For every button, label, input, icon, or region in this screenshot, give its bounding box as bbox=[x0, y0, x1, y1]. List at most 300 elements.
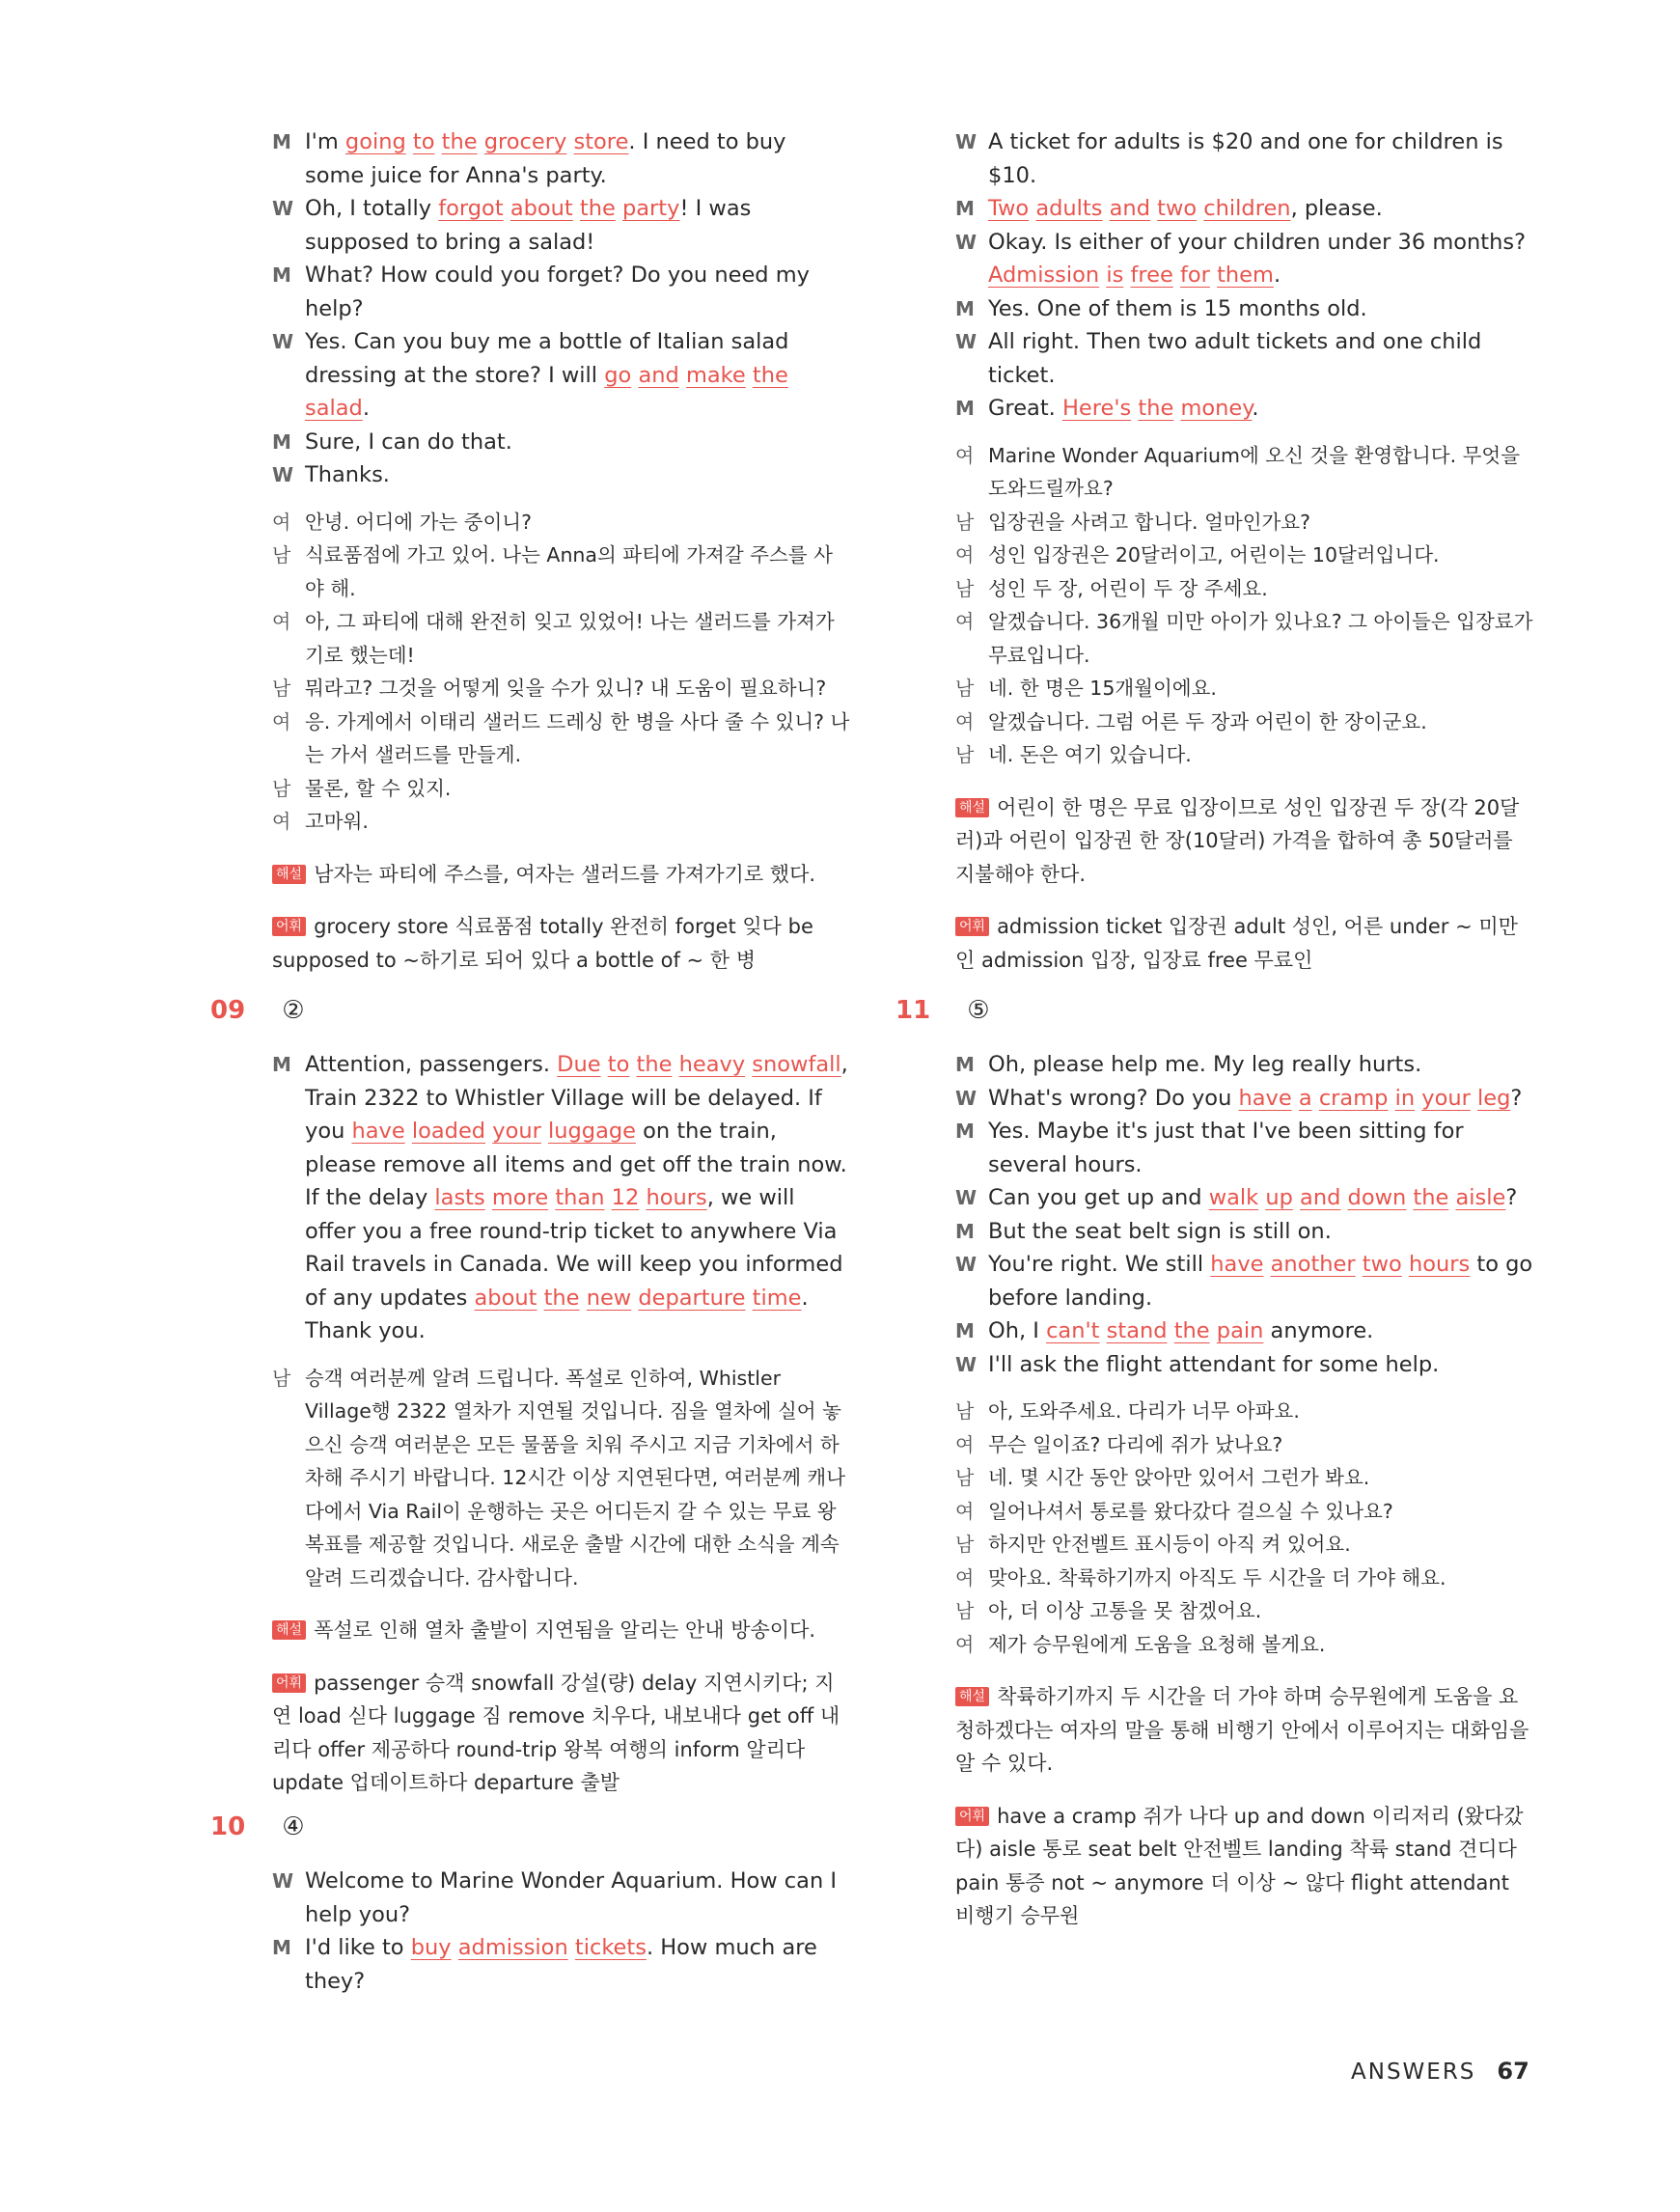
text-segment bbox=[679, 363, 686, 388]
translation-text: 성인 입장권은 20달러이고, 어린이는 10달러입니다. bbox=[988, 543, 1440, 567]
text-segment: All right. Then two adult tickets and one child ticket. bbox=[988, 329, 1482, 388]
explain-badge: 해설 bbox=[955, 1687, 989, 1706]
text-segment bbox=[1340, 1185, 1347, 1210]
q10-dialog bbox=[272, 1865, 851, 1998]
translation-line bbox=[955, 1628, 1534, 1662]
q11-explanation bbox=[955, 1680, 1534, 1781]
text-segment: Okay. Is either of your children under 36 months? bbox=[988, 229, 1527, 255]
translation-line bbox=[955, 1428, 1534, 1462]
key-expression: walk bbox=[1208, 1185, 1259, 1210]
text-segment bbox=[1293, 1185, 1300, 1210]
speaker-label: W bbox=[272, 197, 294, 220]
q09-dialog bbox=[272, 1048, 851, 1348]
key-expression: luggage bbox=[548, 1119, 636, 1144]
speaker-label: M bbox=[272, 429, 291, 454]
key-expression: pain bbox=[1216, 1318, 1264, 1343]
text-segment bbox=[1471, 1086, 1477, 1111]
translation-text: 아, 도와주세요. 다리가 너무 아파요. bbox=[988, 1399, 1300, 1423]
dialog-text bbox=[988, 1248, 1534, 1314]
text-segment: But the seat belt sign is still on. bbox=[988, 1218, 1332, 1244]
q09-column bbox=[272, 1048, 851, 1800]
translation-text: 아, 더 이상 고통을 못 참겠어요. bbox=[988, 1599, 1262, 1622]
text-segment: I'll ask the flight attendant for some help. bbox=[988, 1351, 1440, 1377]
speaker-label: W bbox=[955, 330, 978, 353]
speaker-label: W bbox=[272, 330, 294, 353]
dialog-text bbox=[988, 1181, 1534, 1215]
dialog-line bbox=[955, 192, 1534, 226]
key-expression: admission bbox=[457, 1935, 568, 1960]
key-expression: up bbox=[1265, 1185, 1293, 1210]
dialog-line bbox=[955, 226, 1534, 292]
speaker-label: 남 bbox=[955, 1599, 975, 1622]
text-segment bbox=[541, 1119, 548, 1144]
key-expression: can't bbox=[1046, 1318, 1100, 1343]
text-segment: . Thank you. bbox=[305, 1285, 809, 1343]
q09-explanation bbox=[272, 1614, 851, 1647]
key-expression: and bbox=[1109, 196, 1150, 221]
translation-text: 고마워. bbox=[305, 810, 369, 833]
question-answer: ② bbox=[282, 996, 305, 1025]
translation-text: 맞아요. 착륙하기까지 아직도 두 시간을 더 가야 해요. bbox=[988, 1565, 1446, 1590]
text-segment: Thanks. bbox=[305, 462, 390, 487]
speaker-label: 남 bbox=[955, 510, 975, 534]
dialog-text bbox=[988, 1215, 1534, 1249]
question-number: 11 bbox=[895, 996, 931, 1025]
text-segment: Sure, I can do that. bbox=[305, 429, 512, 455]
text-segment bbox=[616, 196, 622, 221]
text-segment bbox=[406, 129, 413, 154]
dialog-line bbox=[955, 1115, 1534, 1181]
dialog-text bbox=[988, 292, 1534, 326]
dialog-text bbox=[305, 125, 851, 192]
speaker-label: M bbox=[955, 397, 975, 420]
key-expression: have bbox=[351, 1119, 405, 1144]
key-expression: the bbox=[441, 129, 478, 154]
text-segment bbox=[1448, 1185, 1455, 1210]
translation-line bbox=[272, 605, 851, 672]
question-answer: ⑤ bbox=[967, 996, 990, 1025]
footer-label: ANSWERS bbox=[1351, 2060, 1476, 2085]
page-footer bbox=[1351, 2058, 1529, 2085]
translation-text: 알겠습니다. 그럼 어른 두 장과 어린이 한 장이군요. bbox=[988, 709, 1427, 733]
key-expression: Two bbox=[988, 196, 1030, 221]
text-segment bbox=[452, 1935, 458, 1960]
question-09-header bbox=[210, 996, 305, 1025]
translation-line bbox=[955, 539, 1534, 572]
left-top-korean bbox=[272, 506, 851, 839]
text-segment bbox=[435, 129, 442, 154]
dialog-line bbox=[272, 325, 851, 426]
text-segment bbox=[1292, 1086, 1299, 1111]
key-expression: Admission bbox=[988, 263, 1100, 288]
key-expression: two bbox=[1362, 1252, 1402, 1277]
translation-text: 승객 여러분께 알려 드립니다. 폭설로 인하여, Whistler Village행 2322 열차가 지연될 것입니다. 짐을 열차에 실어 놓으신 승객 여러분은 모든 물품을 치워 주시고 지금 기차에서 하차해 주시기 바랍니다. 12시간 이상 지연된다면, 여러분께 캐나다에서 Via Rail이 운행하는 곳은 어디든지 갈 수 있는 무료 왕복표를 제공할 것입니다. 새로운 출발 시간에 대한 소식을 계속 알려 드리겠습니다. 감사합니다. bbox=[305, 1366, 846, 1590]
dialog-text bbox=[988, 125, 1534, 192]
key-expression: stand bbox=[1106, 1318, 1168, 1343]
text-segment bbox=[1210, 1318, 1217, 1343]
translation-line bbox=[955, 1461, 1534, 1495]
dialog-line bbox=[955, 325, 1534, 392]
translation-line bbox=[272, 772, 851, 806]
key-expression: the bbox=[1413, 1185, 1449, 1210]
dialog-line bbox=[272, 426, 851, 459]
explain-badge: 해설 bbox=[272, 865, 306, 884]
vocab-badge: 어휘 bbox=[955, 917, 989, 936]
text-segment bbox=[537, 1286, 543, 1311]
translation-text: 일어나셔서 통로를 왔다갔다 걸으실 수 있나요? bbox=[988, 1499, 1393, 1523]
text-segment: anymore. bbox=[1263, 1318, 1374, 1343]
page-number: 67 bbox=[1497, 2058, 1529, 2085]
key-expression: hours bbox=[646, 1185, 707, 1210]
text-segment: Great. bbox=[988, 396, 1062, 421]
dialog-text bbox=[305, 192, 851, 259]
key-expression: than bbox=[555, 1185, 605, 1210]
key-expression: adults bbox=[1035, 196, 1103, 221]
text-segment: Can you get up and bbox=[988, 1185, 1209, 1210]
vocab-badge: 어휘 bbox=[955, 1807, 989, 1826]
translation-text: 아, 그 파티에 대해 완전히 잊고 있었어! 나는 샐러드를 가져가기로 했는데! bbox=[305, 610, 835, 667]
text-segment: Attention, passengers. bbox=[305, 1052, 558, 1077]
key-expression: Here's bbox=[1061, 396, 1132, 421]
dialog-text bbox=[988, 226, 1534, 292]
translation-text: 네. 돈은 여기 있습니다. bbox=[988, 743, 1192, 766]
dialog-text bbox=[988, 1115, 1534, 1181]
text-segment bbox=[568, 1935, 575, 1960]
translation-text: 무슨 일이죠? 다리에 쥐가 났나요? bbox=[988, 1432, 1283, 1456]
speaker-label: 여 bbox=[272, 610, 291, 633]
key-expression: departure bbox=[638, 1285, 746, 1311]
dialog-text bbox=[988, 325, 1534, 392]
key-expression: have bbox=[1238, 1085, 1292, 1111]
dialog-line bbox=[272, 458, 851, 492]
key-expression: the bbox=[579, 196, 616, 221]
key-expression: the bbox=[1138, 396, 1174, 421]
dialog-line bbox=[955, 1248, 1534, 1314]
key-expression: loaded bbox=[411, 1119, 486, 1144]
text-segment: , Train 2322 to Whistler Village will be delayed. If you bbox=[305, 1052, 848, 1144]
text-segment bbox=[629, 1052, 636, 1077]
speaker-label: 남 bbox=[272, 776, 291, 800]
translation-line bbox=[272, 506, 851, 539]
translation-line bbox=[272, 1362, 851, 1595]
speaker-label: 남 bbox=[955, 743, 975, 766]
key-expression: grocery bbox=[483, 129, 567, 154]
translation-text: 안녕. 어디에 가는 중이니? bbox=[305, 510, 532, 534]
speaker-label: M bbox=[955, 1219, 975, 1243]
key-expression: aisle bbox=[1455, 1185, 1506, 1210]
dialog-line bbox=[272, 192, 851, 259]
dialog-text bbox=[988, 1314, 1534, 1348]
text-segment bbox=[672, 1052, 678, 1077]
speaker-label: M bbox=[272, 263, 291, 287]
speaker-label: 여 bbox=[272, 510, 291, 534]
speaker-label: W bbox=[955, 1186, 978, 1209]
dialog-line bbox=[272, 125, 851, 192]
text-segment bbox=[1100, 1318, 1107, 1343]
text-segment: . bbox=[362, 396, 370, 421]
explain-badge: 해설 bbox=[272, 1620, 306, 1640]
speaker-label: 남 bbox=[955, 1466, 975, 1489]
dialog-line bbox=[955, 1181, 1534, 1215]
left-top-explanation bbox=[272, 858, 851, 892]
explain-text: 어린이 한 명은 무료 입장이므로 성인 입장권 두 장(각 20달러)과 어린이 입장권 한 장(10달러) 가격을 합하여 총 50달러를 지불해야 한다. bbox=[955, 795, 1520, 886]
text-segment: Yes. Maybe it's just that I've been sitting for several hours. bbox=[988, 1119, 1464, 1177]
dialog-text bbox=[988, 1082, 1534, 1116]
key-expression: in bbox=[1394, 1085, 1416, 1111]
key-expression: cramp bbox=[1318, 1085, 1389, 1111]
speaker-label: 남 bbox=[272, 1366, 291, 1390]
translation-text: Marine Wonder Aquarium에 오신 것을 환영합니다. 무엇을 도와드릴까요? bbox=[988, 443, 1521, 500]
text-segment bbox=[604, 1185, 611, 1210]
dialog-text bbox=[988, 192, 1534, 226]
explain-text: 착륙하기까지 두 시간을 더 가야 하며 승무원에게 도움을 요청하겠다는 여자의 말을 통해 비행기 안에서 이루어지는 대화임을 알 수 있다. bbox=[955, 1685, 1529, 1775]
vocab-text: grocery store 식료품점 totally 완전히 forget 잊다 be supposed to ~하기로 되어 있다 a bottle of ~ 한 병 bbox=[272, 915, 813, 972]
speaker-label: W bbox=[955, 1086, 978, 1110]
translation-text: 제가 승무원에게 도움을 요청해 볼게요. bbox=[988, 1632, 1326, 1656]
key-expression: another bbox=[1270, 1252, 1356, 1277]
left-top-vocab bbox=[272, 910, 851, 977]
key-expression: more bbox=[491, 1185, 549, 1210]
translation-line bbox=[955, 705, 1534, 739]
text-segment: Oh, I bbox=[988, 1318, 1047, 1343]
key-expression: them bbox=[1217, 263, 1274, 288]
dialog-line bbox=[955, 1348, 1534, 1382]
translation-text: 알겠습니다. 36개월 미만 아이가 있나요? 그 아이들은 입장료가 무료입니다. bbox=[988, 610, 1533, 667]
key-expression: forgot bbox=[438, 196, 504, 221]
key-expression: leg bbox=[1477, 1085, 1511, 1111]
key-expression: money bbox=[1180, 396, 1253, 421]
vocab-text: have a cramp 쥐가 나다 up and down 이리저리 (왔다갔다) aisle 통로 seat belt 안전벨트 landing 착륙 stand 견디다 pain 통증 not ~ anymore 더 이상 ~ 않다 flight attendant 비행기 승무원 bbox=[955, 1804, 1524, 1927]
speaker-label: W bbox=[955, 1352, 978, 1376]
right-top-vocab bbox=[955, 910, 1534, 977]
translation-text: 물론, 할 수 있지. bbox=[305, 776, 452, 800]
vocab-badge: 어휘 bbox=[272, 917, 306, 936]
key-expression: salad bbox=[305, 396, 363, 421]
explain-badge: 해설 bbox=[955, 798, 989, 817]
translation-line bbox=[955, 1395, 1534, 1428]
key-expression: snowfall bbox=[752, 1052, 841, 1077]
translation-text: 식료품점에 가고 있어. 나는 Anna의 파티에 가져갈 주스를 사야 해. bbox=[305, 543, 833, 600]
translation-text: 성인 두 장, 어린이 두 장 주세요. bbox=[988, 576, 1268, 600]
key-expression: two bbox=[1157, 196, 1198, 221]
text-segment: on the train, please remove all items and get off the train now. If the delay bbox=[305, 1119, 847, 1210]
left-top-dialog bbox=[272, 125, 851, 492]
q11-korean bbox=[955, 1395, 1534, 1661]
text-segment: , we will offer you a free round-trip ticket to anywhere Via Rail travels in Canada. We will keep you informed of any updates bbox=[305, 1185, 843, 1311]
speaker-label: M bbox=[272, 1053, 291, 1076]
right-column bbox=[955, 125, 1534, 977]
translation-line bbox=[955, 1562, 1534, 1595]
dialog-line bbox=[955, 1048, 1534, 1082]
key-expression: for bbox=[1180, 263, 1210, 288]
translation-line bbox=[955, 1528, 1534, 1562]
dialog-text bbox=[305, 259, 851, 325]
dialog-text bbox=[305, 1048, 851, 1348]
text-segment bbox=[1402, 1252, 1409, 1277]
key-expression: about bbox=[510, 196, 573, 221]
speaker-label: 여 bbox=[955, 709, 975, 733]
speaker-label: W bbox=[272, 463, 294, 486]
q11-vocab bbox=[955, 1800, 1534, 1933]
key-expression: to bbox=[607, 1052, 630, 1077]
text-segment: Oh, please help me. My leg really hurts. bbox=[988, 1052, 1422, 1077]
speaker-label: 여 bbox=[955, 443, 975, 467]
q10-column bbox=[272, 1865, 851, 1998]
text-segment: . How much are they? bbox=[305, 1935, 817, 1994]
dialog-line bbox=[955, 1314, 1534, 1348]
translation-text: 뭐라고? 그것을 어떻게 잊을 수가 있니? 내 도움이 필요하니? bbox=[305, 677, 827, 700]
speaker-label: M bbox=[272, 130, 291, 153]
speaker-label: M bbox=[955, 296, 975, 320]
key-expression: tickets bbox=[574, 1935, 647, 1960]
translation-line bbox=[272, 705, 851, 772]
key-expression: make bbox=[685, 362, 746, 388]
vocab-text: passenger 승객 snowfall 강설(량) delay 지연시키다; 지연 load 싣다 luggage 짐 remove 치우다, 내보내다 get off 내리다 offer 제공하다 round-trip 왕복 여행의 inform 알리다 update 업데이트하다 departure 출발 bbox=[272, 1671, 840, 1794]
text-segment bbox=[573, 196, 580, 221]
speaker-label: M bbox=[955, 197, 975, 220]
vocab-text: admission ticket 입장권 adult 성인, 어른 under ~ 미만인 admission 입장, 입장료 free 무료인 bbox=[955, 915, 1518, 972]
key-expression: and bbox=[638, 362, 679, 388]
text-segment: Welcome to Marine Wonder Aquarium. How can I help you? bbox=[305, 1868, 838, 1927]
dialog-line bbox=[955, 1082, 1534, 1116]
text-segment: Oh, I totally bbox=[305, 196, 439, 221]
text-segment: . bbox=[1273, 263, 1281, 288]
translation-text: 네. 몇 시간 동안 앉아만 있어서 그런가 봐요. bbox=[988, 1466, 1370, 1489]
dialog-line bbox=[272, 1048, 851, 1348]
key-expression: the bbox=[543, 1285, 580, 1311]
key-expression: free bbox=[1130, 263, 1173, 288]
dialog-line bbox=[272, 1931, 851, 1998]
speaker-label: M bbox=[955, 1319, 975, 1342]
key-expression: your bbox=[492, 1119, 541, 1144]
text-segment: to go before landing. bbox=[988, 1252, 1533, 1311]
text-segment: What's wrong? Do you bbox=[988, 1085, 1239, 1111]
question-number: 09 bbox=[210, 996, 246, 1025]
text-segment bbox=[746, 1286, 753, 1311]
translation-text: 네. 한 명은 15개월이에요. bbox=[988, 677, 1217, 700]
right-top-explanation bbox=[955, 791, 1534, 892]
key-expression: time bbox=[752, 1285, 802, 1311]
text-segment: What? How could you forget? Do you need my help? bbox=[305, 263, 810, 321]
speaker-label: 여 bbox=[272, 810, 291, 833]
speaker-label: W bbox=[955, 130, 978, 153]
dialog-line bbox=[955, 1215, 1534, 1249]
key-expression: heavy bbox=[678, 1052, 746, 1077]
key-expression: buy bbox=[410, 1935, 452, 1960]
key-expression: is bbox=[1106, 263, 1124, 288]
right-top-dialog bbox=[955, 125, 1534, 426]
dialog-line bbox=[955, 125, 1534, 192]
speaker-label: W bbox=[955, 1253, 978, 1276]
translation-line bbox=[955, 439, 1534, 506]
q09-korean bbox=[272, 1362, 851, 1595]
text-segment bbox=[504, 196, 510, 221]
key-expression: and bbox=[1300, 1185, 1341, 1210]
key-expression: the bbox=[636, 1052, 673, 1077]
text-segment bbox=[478, 129, 484, 154]
key-expression: have bbox=[1210, 1252, 1264, 1277]
key-expression: go bbox=[604, 362, 632, 388]
key-expression: the bbox=[752, 362, 788, 388]
text-segment: A ticket for adults is $20 and one for children is $10. bbox=[988, 129, 1503, 188]
question-answer: ④ bbox=[282, 1812, 305, 1841]
key-expression: a bbox=[1298, 1085, 1312, 1111]
dialog-text bbox=[305, 426, 851, 459]
text-segment bbox=[746, 363, 753, 388]
key-expression: party bbox=[621, 196, 680, 221]
key-expression: going bbox=[344, 129, 406, 154]
vocab-badge: 어휘 bbox=[272, 1673, 306, 1693]
dialog-text bbox=[988, 1348, 1534, 1382]
text-segment bbox=[1263, 1252, 1270, 1277]
speaker-label: 남 bbox=[955, 576, 975, 600]
question-11-header bbox=[895, 996, 990, 1025]
dialog-line bbox=[955, 392, 1534, 426]
text-segment: ? bbox=[1510, 1085, 1523, 1111]
translation-text: 응. 가게에서 이태리 샐러드 드레싱 한 병을 사다 줄 수 있니? 나는 가서 샐러드를 만들게. bbox=[305, 709, 850, 766]
key-expression: lasts bbox=[434, 1185, 485, 1210]
speaker-label: W bbox=[955, 230, 978, 254]
text-segment: Yes. Can you buy me a bottle of Italian salad dressing at the store? I will bbox=[305, 329, 789, 388]
explain-text: 남자는 파티에 주스를, 여자는 샐러드를 가져가기로 했다. bbox=[314, 862, 816, 886]
text-segment: I'd like to bbox=[305, 1935, 411, 1960]
speaker-label: M bbox=[955, 1053, 975, 1076]
speaker-label: 여 bbox=[955, 1499, 975, 1523]
translation-line bbox=[955, 572, 1534, 606]
text-segment: Yes. One of them is 15 months old. bbox=[988, 295, 1367, 321]
translation-line bbox=[272, 805, 851, 839]
text-segment bbox=[1173, 263, 1180, 288]
text-segment bbox=[405, 1119, 412, 1144]
translation-text: 입장권을 사려고 합니다. 얼마인가요? bbox=[988, 510, 1310, 534]
dialog-line bbox=[272, 1865, 851, 1931]
key-expression: 12 bbox=[611, 1185, 640, 1210]
translation-text: 하지만 안전벨트 표시등이 아직 켜 있어요. bbox=[988, 1533, 1351, 1556]
speaker-label: 남 bbox=[955, 1399, 975, 1423]
text-segment bbox=[1102, 196, 1109, 221]
speaker-label: 여 bbox=[272, 709, 291, 733]
dialog-text bbox=[988, 1048, 1534, 1082]
q09-vocab bbox=[272, 1667, 851, 1800]
text-segment bbox=[1356, 1252, 1363, 1277]
key-expression: about bbox=[474, 1285, 537, 1311]
speaker-label: 남 bbox=[272, 677, 291, 700]
dialog-line bbox=[272, 259, 851, 325]
left-column bbox=[272, 125, 851, 977]
text-segment bbox=[1168, 1318, 1174, 1343]
text-segment bbox=[1312, 1086, 1319, 1111]
text-segment: ? bbox=[1505, 1185, 1518, 1210]
key-expression: the bbox=[1173, 1318, 1210, 1343]
translation-line bbox=[955, 1495, 1534, 1529]
translation-line bbox=[955, 672, 1534, 705]
dialog-line bbox=[955, 292, 1534, 326]
translation-line bbox=[272, 539, 851, 605]
text-segment: . bbox=[1252, 396, 1259, 421]
q11-dialog bbox=[955, 1048, 1534, 1381]
text-segment bbox=[1388, 1086, 1394, 1111]
dialog-text bbox=[305, 458, 851, 492]
key-expression: hours bbox=[1408, 1252, 1471, 1277]
speaker-label: 여 bbox=[955, 1565, 975, 1590]
key-expression: store bbox=[573, 129, 629, 154]
text-segment: I'm bbox=[305, 129, 345, 154]
text-segment: You're right. We still bbox=[988, 1252, 1211, 1277]
speaker-label: 여 bbox=[955, 1432, 975, 1456]
text-segment bbox=[485, 1185, 492, 1210]
question-number: 10 bbox=[210, 1812, 246, 1841]
key-expression: to bbox=[412, 129, 435, 154]
